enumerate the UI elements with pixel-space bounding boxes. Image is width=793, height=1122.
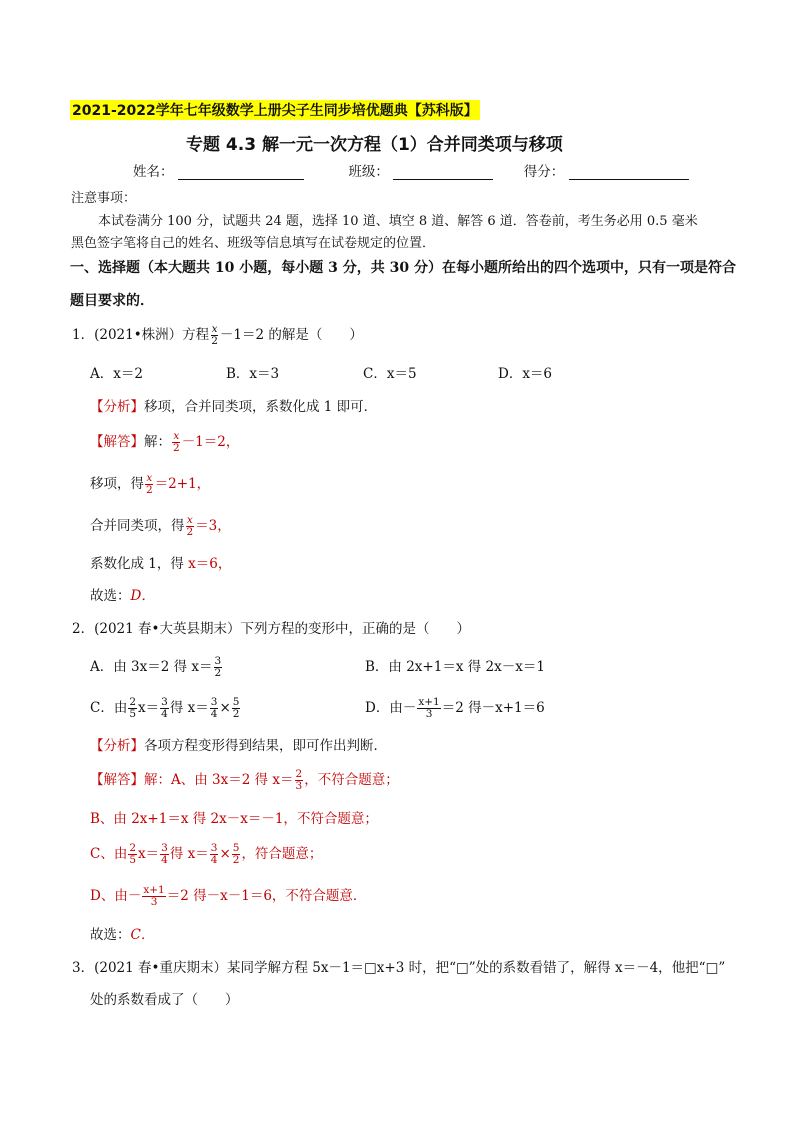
name-label: 姓名： (133, 164, 174, 180)
q2-choice: 故选：C． (90, 927, 155, 943)
q2-stem: 2．(2021 春•大英县期末）下列方程的变形中，正确的是（ ） (72, 621, 470, 637)
q2-answer-d: D、由－ $\frac{x+1}{3}$ ＝2 得－x－1＝6，不符合题意． (90, 884, 367, 908)
q2-answer-a: 【解答】解：A、由 3x＝2 得 x＝ $\frac{2}{3}$ ，不符合题意； (90, 768, 399, 792)
score-label: 得分： (523, 164, 565, 180)
q1-option-b[interactable]: B．x＝3 (226, 366, 280, 382)
q3-stem-line-1: 3．(2021 春•重庆期末）某同学解方程 5x－1＝□x+3 时，把“□”处的系数看错了，解得 x＝－4，他把“□” (72, 960, 726, 976)
section-heading-line-2: 题目要求的． (70, 293, 154, 309)
q2-option-b[interactable]: B．由 2x+1＝x 得 2x－x＝1 (365, 659, 545, 675)
q1-analysis: 【分析】移项，合并同类项，系数化成 1 即可． (90, 399, 378, 415)
q1-answer-step-4: 系数化成 1，得 x＝6， (90, 556, 232, 572)
class-blank[interactable] (393, 165, 493, 180)
q1-answer-step-2: 移项，得 $\frac{x}{2}$ ＝2+1， (90, 472, 211, 496)
q3-stem-line-2: 处的系数看成了（ ） (90, 992, 239, 1008)
q1-fraction: $\frac{x}{2}$ (211, 323, 218, 347)
q2-option-c[interactable]: C．由 $\frac{2}{5}$ x＝ $\frac{3}{4}$ 得 x＝ $\frac{3}{4}$ × $\frac{5}{2}$ (90, 696, 240, 720)
class-label: 班级： (348, 164, 389, 180)
name-blank[interactable] (178, 165, 304, 180)
student-info-row (133, 160, 689, 180)
q2-analysis: 【分析】各项方程变形得到结果，即可作出判断． (90, 738, 387, 754)
series-banner: 2021-2022学年七年级数学上册尖子生同步培优题典【苏科版】 (70, 100, 480, 120)
q2-answer-c: C、由 $\frac{2}{5}$ x＝ $\frac{3}{4}$ 得 x＝ $\frac{3}{4}$ × $\frac{5}{2}$ ，符合题意； (90, 842, 323, 866)
page-title: 专题 4.3 解一元一次方程（1）合并同类项与移项 (186, 135, 563, 155)
q1-option-d[interactable]: D．x＝6 (498, 366, 553, 382)
q1-option-c[interactable]: C．x＝5 (363, 366, 417, 382)
q1-answer-step-3: 合并同类项，得 $\frac{x}{2}$ ＝3， (90, 514, 231, 538)
notice-line-1: 本试卷满分 100 分，试题共 24 题，选择 10 道、填空 8 道、解答 6 道．答卷前，考生务必用 0.5 毫米 (98, 214, 698, 229)
notice-line-2: 黑色签字笔将自己的姓名、班级等信息填写在试卷规定的位置． (71, 236, 436, 251)
q2-option-a[interactable]: A．由 3x＝2 得 x＝ $\frac{3}{2}$ (90, 655, 222, 679)
q2-option-d[interactable]: D．由－ $\frac{x+1}{3}$ ＝2 得－x+1＝6 (365, 696, 545, 720)
score-blank[interactable] (569, 165, 689, 180)
q1-choice: 故选：D． (90, 588, 155, 604)
notice-label: 注意事项： (71, 191, 137, 206)
section-heading-line-1: 一、选择题（本大题共 10 小题，每小题 3 分，共 30 分）在每小题所给出的四个选项中，只有一项是符合 (70, 260, 736, 276)
q2-answer-b: B、由 2x+1＝x 得 2x－x＝－1，不符合题意； (90, 811, 378, 827)
q1-stem: 1．(2021•株洲）方程 $\frac{x}{2}$ －1＝2 的解是（ ） (72, 323, 363, 347)
q1-option-a[interactable]: A．x＝2 (90, 366, 143, 382)
q1-answer-step-1: 【解答】解： $\frac{x}{2}$ －1＝2， (90, 430, 240, 454)
